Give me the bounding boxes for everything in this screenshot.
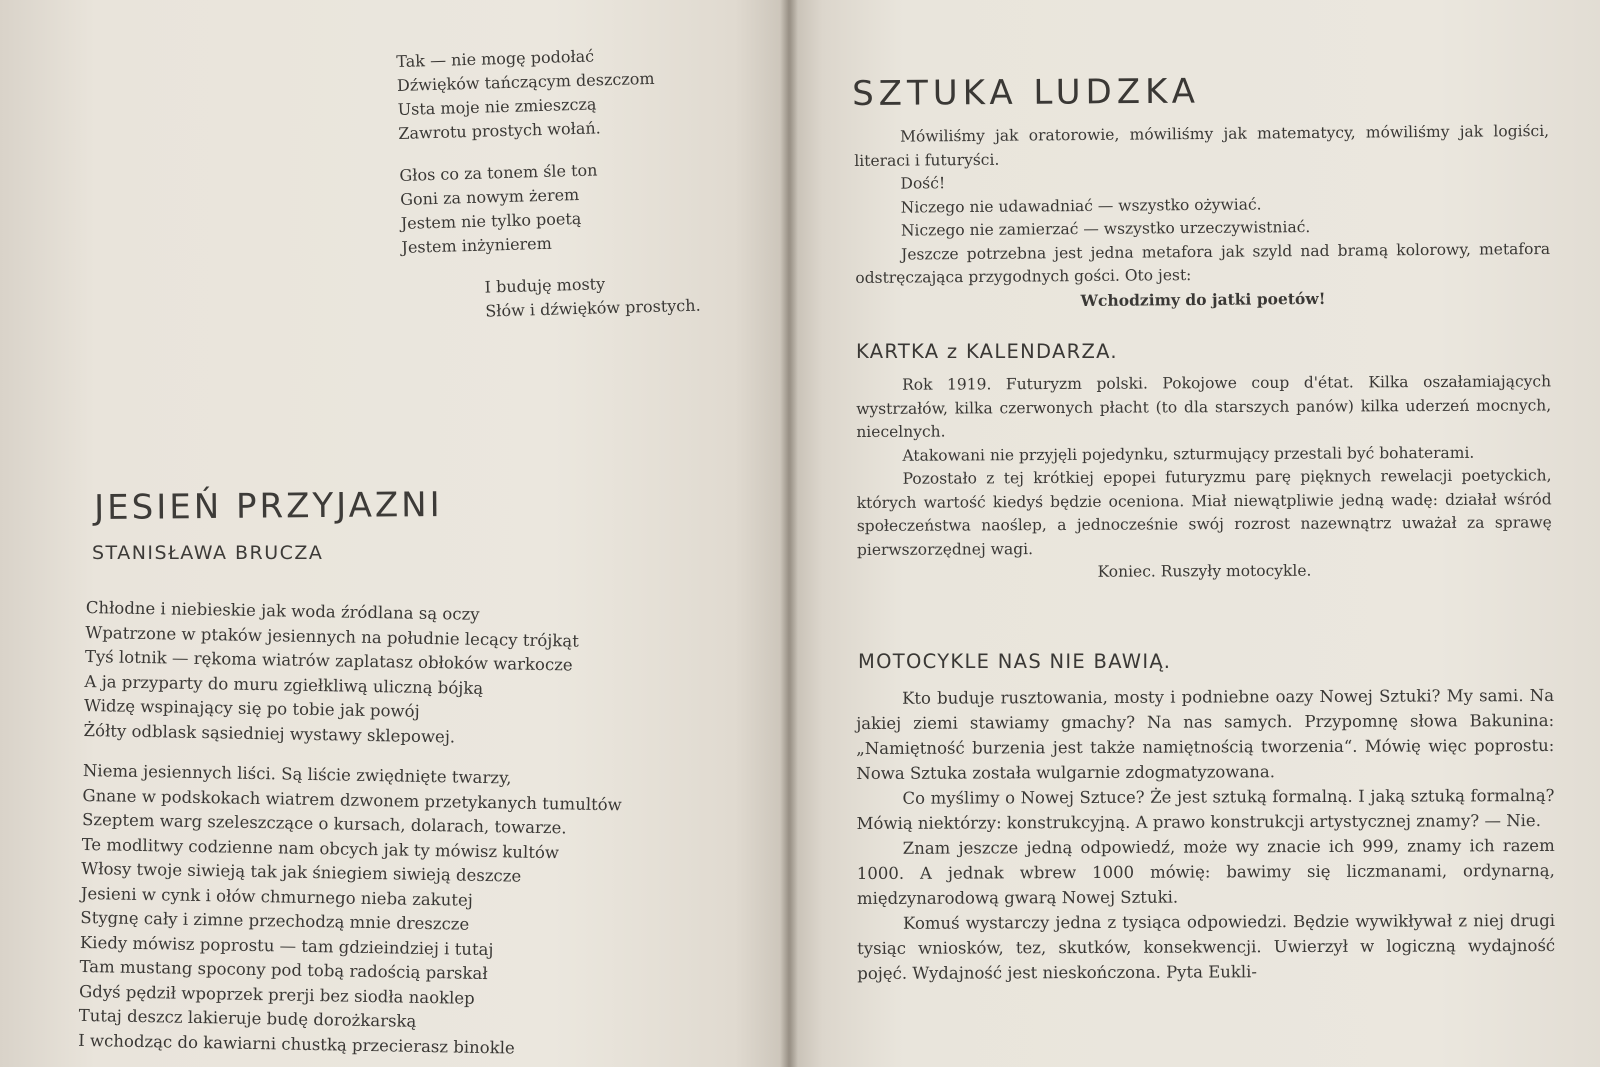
- poem-line: Szeptem warg szeleszczące o kursach, dolarach, towarze.: [81, 809, 567, 838]
- section-motocykle: [856, 683, 1555, 986]
- section-heading: KARTKA z KALENDARZA.: [856, 340, 1118, 363]
- poem-line: Tutaj deszcz lakieruje budę dorożkarską: [78, 1005, 417, 1031]
- section-kartka: [856, 370, 1552, 585]
- paragraph: Co myślimy o Nowej Sztuce? Że jest sztuką formalną. I jaką sztuką formalną? Mówią niektórzy: konstrukcyjną. A prawo konstrukcji artystycznej znamy? — Nie.: [856, 785, 1555, 833]
- paragraph: Jeszcze potrzebna jest jedna metafora jak szyld nad bramą kolorowy, metafora odstręczająca przygodnych gości. Oto jest:: [855, 239, 1551, 287]
- poem-line: Wpatrzone w ptaków jesiennych na południe lecący trójkąt: [85, 622, 580, 651]
- poem-line: Te modlitwy codzienne nam obcych jak ty mówisz kultów: [81, 834, 560, 862]
- poem-line: Jestem inżynierem: [401, 233, 553, 257]
- poem-line: Niema jesiennych liści. Są liście zwiędnięte twarzy,: [82, 760, 512, 788]
- article-intro: [854, 120, 1551, 314]
- poem-line: Chłodne i niebieskie jak woda źródlana są oczy: [85, 597, 480, 624]
- paragraph: Rok 1919. Futuryzm polski. Pokojowe coup d'état. Kilka oszałamiających wystrzałów, kilka czerwonych płacht (to dla starszych panów) kilka uderzeń mocnych, niecelnych.: [856, 372, 1552, 441]
- poem-line: Usta moje nie zmieszczą: [397, 94, 597, 119]
- paragraph: Dość!: [900, 174, 946, 193]
- paragraph: Komuś wystarczy jedna z tysiąca odpowiedzi. Będzie wywikływał z niej drugi tysiąc wniosków, tez, skutków, konsekwencji. Uwierzył w logiczną wydajność pojęć. Wydajność jest nieskończona. Pyta Eukli-: [857, 910, 1556, 983]
- poem-author: STANISŁAWA BRUCZA: [92, 542, 324, 564]
- poem-line: Słów i dźwięków prostych.: [485, 295, 701, 321]
- paragraph: Pozostało z tej krótkiej epopei futuryzmu parę pięknych rewelacji poetyckich, których wartość kiedyś będzie oceniona. Miał niewątpliwie jedną wadę: działał wśród społeczeństwa naoślep, a jednocześnie swój rozrost nazewnątrz uważał za sprawę pierwszorzędnej wagi.: [856, 466, 1552, 559]
- paragraph: Kto buduje rusztowania, mosty i podniebne oazy Nowej Sztuki? My sami. Na jakiej ziemi stawiamy gmachy? Na nas samych. Przypomnę słowa Bakunina: „Namiętność burzenia jest także namiętnością tworzenia“. Mówię więc poprostu: Nowa Sztuka została wulgarnie zdogmatyzowana.: [856, 685, 1555, 783]
- poem-line: I buduję mosty: [484, 274, 606, 297]
- poem-line: Stygnę cały i zimne przechodzą mnie dreszcze: [80, 907, 470, 934]
- paragraph: Niczego nie zamierzać — wszystko urzeczywistniać.: [900, 218, 1311, 240]
- poem-line: Jesieni w cynk i ołów chmurnego nieba zakutej: [80, 883, 474, 910]
- poem-line: Goni za nowym żerem: [399, 184, 580, 209]
- poem-line: Tam mustang spocony pod tobą radością parskał: [79, 956, 488, 984]
- poem-line: Głos co za tonem śle ton: [399, 160, 598, 185]
- poem-line: Włosy twoje siwieją tak jak śniegiem siwieją deszcze: [81, 858, 522, 886]
- poem-top: [396, 42, 701, 326]
- poem-line: Żółty odblask sąsiedniej wystawy sklepowej.: [83, 720, 456, 746]
- poem-main: [78, 596, 625, 1062]
- poem-line: Tyś lotnik — rękoma wiatrów zaplatasz obłoków warkocze: [84, 646, 573, 675]
- paragraph: Znam jeszcze jedną odpowiedź, może wy znacie ich 999, znamy ich razem 1000. A jednak wbrew 1000 mówię: bawimy się liczmanami, ordynarną, międzynarodową gwarą Nowej Sztuki.: [856, 835, 1555, 908]
- paragraph: Niczego nie udawadniać — wszystko ożywiać.: [900, 194, 1262, 217]
- section-heading: MOTOCYKLE NAS NIE BAWIĄ.: [858, 650, 1172, 673]
- paragraph: Mówiliśmy jak oratorowie, mówiliśmy jak matematycy, mówiliśmy jak logiści, literaci i futuryści.: [854, 121, 1550, 170]
- poem-line: Jestem nie tylko poetą: [400, 208, 582, 233]
- paragraph: Koniec. Ruszyły motocykle.: [1097, 561, 1312, 581]
- paragraph: Atakowani nie przyjęli pojedynku, szturmujący przestali być bohaterami.: [902, 443, 1475, 465]
- bold-slogan: Wchodzimy do jatki poetów!: [1080, 288, 1326, 310]
- poem-line: Gnane w podskokach wiatrem dzwonem przetykanych tumultów: [82, 785, 622, 814]
- poem-line: Zawrotu prostych wołań.: [398, 118, 601, 143]
- poem-line: A ja przyparty do muru zgiełkliwą uliczną bójką: [84, 671, 484, 698]
- poem-line: I wchodząc do kawiarni chustką przecierasz binokle: [78, 1030, 515, 1058]
- poem-line: Dźwięków tańczącym deszczom: [396, 68, 655, 95]
- article-title: SZTUKA LUDZKA: [852, 71, 1201, 114]
- poem-line: Kiedy mówisz poprostu — tam gdzieindziej i tutaj: [79, 932, 494, 959]
- book-gutter: [780, 0, 798, 1067]
- poem-line: Tak — nie mogę podołać: [396, 46, 595, 71]
- poem-line: Widzę wspinający się po tobie jak powój: [83, 695, 420, 721]
- poem-line: Gdyś pędził wpoprzek prerji bez siodła naoklep: [78, 981, 475, 1008]
- poem-title: JESIEŃ PRZYJAZNI: [94, 484, 443, 528]
